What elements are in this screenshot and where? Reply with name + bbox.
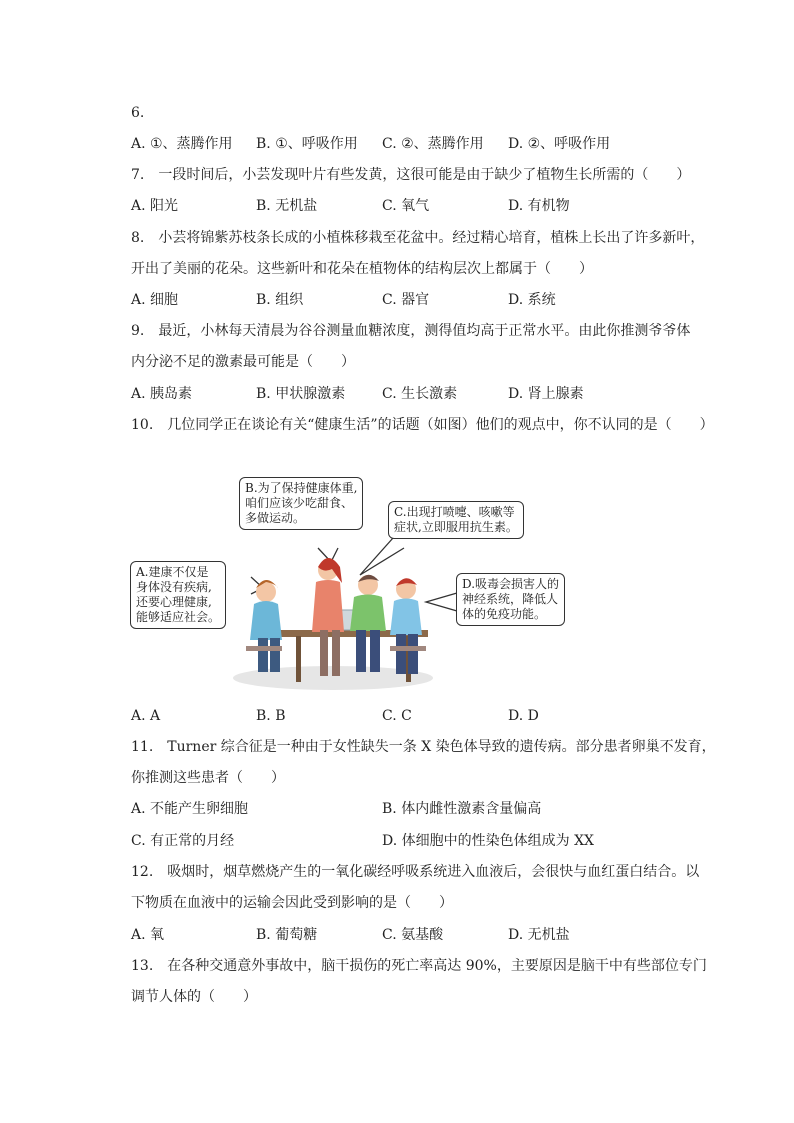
- q9-option-c[interactable]: C. 生长激素: [382, 386, 458, 402]
- q12-options: [131, 925, 671, 945]
- q12-option-b[interactable]: B. 葡萄糖: [256, 927, 318, 943]
- q12-stem-line2: 下物质在血液中的运输会因此受到影响的是（ ）: [131, 895, 453, 911]
- q7-option-c[interactable]: C. 氧气: [382, 198, 430, 214]
- q11-options-row1: [131, 799, 671, 819]
- q8-options: [131, 290, 671, 310]
- q11-option-b[interactable]: B. 体内雌性激素含量偏高: [382, 801, 542, 817]
- q10-option-a[interactable]: A. A: [131, 708, 161, 724]
- q10-option-d[interactable]: D. D: [508, 708, 539, 724]
- q7-option-b[interactable]: B. 无机盐: [256, 198, 318, 214]
- q10-options: [131, 706, 671, 726]
- speech-bubble-b: B.为了保持健康体重, 咱们应该少吃甜食、 多做运动。: [239, 477, 363, 530]
- q6-option-b[interactable]: B. ①、呼吸作用: [256, 136, 358, 152]
- q7-option-d[interactable]: D. 有机物: [508, 198, 570, 214]
- q11-option-c[interactable]: C. 有正常的月经: [131, 833, 235, 849]
- q9-option-a[interactable]: A. 胰岛素: [131, 386, 193, 402]
- q9-option-b[interactable]: B. 甲状腺激素: [256, 386, 346, 402]
- q12-option-a[interactable]: A. 氧: [131, 927, 165, 943]
- q11-stem-line1: 11. Turner 综合征是一种由于女性缺失一条 X 染色体导致的遗传病。部分患者卵巢不发育，: [131, 739, 716, 755]
- q8-option-d[interactable]: D. 系统: [508, 292, 556, 308]
- q6-option-c[interactable]: C. ②、蒸腾作用: [382, 136, 484, 152]
- q11-stem-line2: 你推测这些患者（ ）: [131, 770, 285, 786]
- speech-bubble-c: C.出现打喷嚏、咳嗽等 症状,立即服用抗生素。: [388, 501, 524, 539]
- q12-stem-line1: 12. 吸烟时，烟草燃烧产生的一氧化碳经呼吸系统进入血液后，会很快与血红蛋白结合。以: [131, 864, 700, 880]
- q7-option-a[interactable]: A. 阳光: [131, 198, 179, 214]
- q10-option-b[interactable]: B. B: [256, 708, 286, 724]
- q11-option-d[interactable]: D. 体细胞中的性染色体组成为 XX: [382, 833, 595, 849]
- q9-option-d[interactable]: D. 肾上腺素: [508, 386, 584, 402]
- q8-option-b[interactable]: B. 组织: [256, 292, 304, 308]
- q8-option-c[interactable]: C. 器官: [382, 292, 430, 308]
- speech-bubble-d: D.吸毒会损害人的 神经系统，降低人 体的免疫功能。: [456, 573, 565, 626]
- q6-number: 6.: [131, 105, 145, 121]
- q6-option-a[interactable]: A. ①、蒸腾作用: [131, 136, 233, 152]
- q6-options: [131, 134, 671, 154]
- q8-option-a[interactable]: A. 细胞: [131, 292, 179, 308]
- health-discussion-illustration: [128, 470, 588, 692]
- q10-stem: 10. 几位同学正在谈论有关“健康生活”的话题（如图）他们的观点中，你不认同的是（ ）: [131, 417, 714, 433]
- q13-stem-line2: 调节人体的（ ）: [131, 989, 257, 1005]
- q13-stem-line1: 13. 在各种交通意外事故中，脑干损伤的死亡率高达 90%，主要原因是脑干中有些部位专门: [131, 958, 707, 974]
- q7-stem: 7. 一段时间后，小芸发现叶片有些发黄，这很可能是由于缺少了植物生长所需的（ ）: [131, 167, 691, 183]
- q8-stem-line2: 开出了美丽的花朵。这些新叶和花朵在植物体的结构层次上都属于（ ）: [131, 261, 593, 277]
- speech-bubble-a: A.建康不仅是 身体没有疾病, 还要心理健康, 能够适应社会。: [130, 561, 226, 629]
- q12-option-c[interactable]: C. 氨基酸: [382, 927, 444, 943]
- q11-option-a[interactable]: A. 不能产生卵细胞: [131, 801, 249, 817]
- q10-option-c[interactable]: C. C: [382, 708, 412, 724]
- q6-option-d[interactable]: D. ②、呼吸作用: [508, 136, 611, 152]
- q8-stem-line1: 8. 小芸将锦紫苏枝条长成的小植株移栽至花盆中。经过精心培育，植株上长出了许多新叶，: [131, 230, 705, 246]
- q9-stem-line2: 内分泌不足的激素最可能是（ ）: [131, 354, 355, 370]
- q9-options: [131, 384, 671, 404]
- q11-options-row2: [131, 831, 671, 851]
- q12-option-d[interactable]: D. 无机盐: [508, 927, 570, 943]
- q9-stem-line1: 9. 最近，小林每天清晨为谷谷测量血糖浓度，测得值均高于正常水平。由此你推测爷爷体: [131, 323, 691, 339]
- q7-options: [131, 196, 671, 216]
